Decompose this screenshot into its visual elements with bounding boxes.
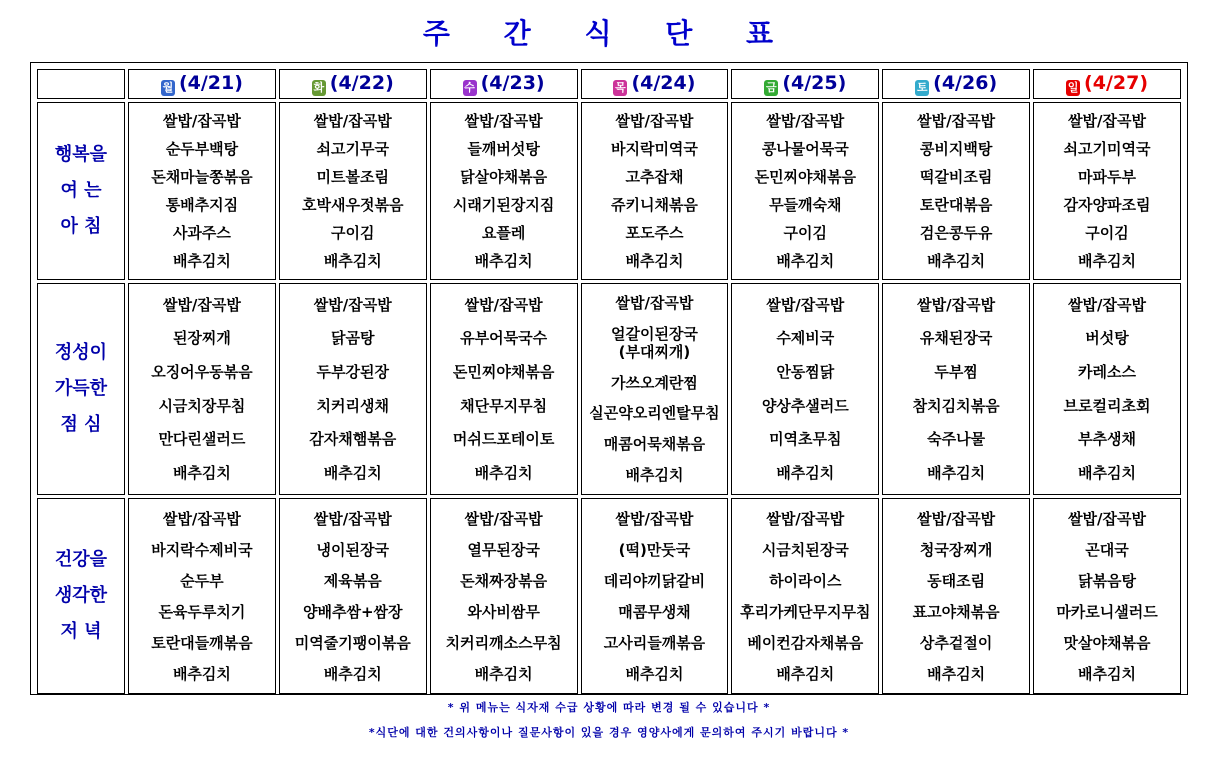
menu-item-list (280, 284, 426, 494)
page-title: 주 간 식 단 표 (422, 17, 796, 50)
menu-item: 두부강된장 (316, 363, 389, 382)
menu-cell (731, 498, 879, 694)
menu-item: 된장찌개 (172, 329, 231, 348)
menu-table-frame (30, 62, 1188, 695)
menu-item: 머쉬드포테이토 (452, 430, 555, 449)
menu-item: 배추김치 (927, 464, 986, 483)
day-icon: 토 (916, 81, 928, 94)
menu-item: 쌀밥/잡곡밥 (162, 112, 241, 130)
menu-item: 쌀밥/잡곡밥 (313, 509, 392, 528)
menu-item: 요플레 (481, 224, 526, 242)
menu-item: 쌀밥/잡곡밥 (1068, 112, 1146, 130)
menu-cell (1033, 102, 1181, 280)
header-row (37, 69, 1181, 99)
meal-label-cell (37, 283, 125, 495)
menu-item: 쇠고기무국 (316, 140, 389, 158)
menu-item: 배추김치 (776, 252, 835, 270)
menu-item: 배추김치 (474, 664, 533, 683)
menu-item: 배추김치 (776, 464, 835, 483)
menu-item: 미역줄기팽이볶음 (294, 633, 411, 652)
menu-item: 쌀밥/잡곡밥 (917, 509, 996, 528)
menu-item-list (431, 103, 577, 279)
meal-row (37, 283, 1181, 495)
menu-item-list (280, 499, 426, 693)
day-date: (4/26) (933, 72, 998, 94)
menu-cell (279, 102, 427, 280)
menu-item: 바지락수제비국 (151, 540, 253, 559)
menu-cell (731, 283, 879, 495)
menu-item: 배추김치 (323, 464, 382, 483)
menu-item: 하이라이스 (769, 571, 842, 590)
menu-item: 감자양파조림 (1063, 196, 1151, 214)
menu-item: 돈채마늘쫑볶음 (151, 168, 253, 186)
menu-item: 배추김치 (625, 465, 684, 484)
menu-item: 고사리들깨볶음 (603, 633, 706, 652)
menu-item: 양배추쌈+쌈장 (303, 602, 403, 621)
day-date: (4/27) (1084, 72, 1149, 94)
menu-item: 쌀밥/잡곡밥 (615, 509, 694, 528)
menu-item: 호박새우젓볶음 (302, 196, 404, 214)
menu-item: 바지락미역국 (610, 140, 698, 158)
menu-item: 유채된장국 (919, 329, 993, 348)
menu-item: 수제비국 (776, 329, 835, 348)
menu-item-list (883, 499, 1029, 693)
menu-item: 구이김 (783, 224, 828, 242)
menu-item: 배추김치 (625, 252, 684, 270)
menu-cell (430, 102, 578, 280)
menu-item: 쌀밥/잡곡밥 (464, 295, 543, 314)
menu-cell (581, 102, 729, 280)
menu-item: 쌀밥/잡곡밥 (313, 112, 392, 130)
menu-item: 배추김치 (776, 664, 835, 683)
menu-item: 사과주스 (172, 224, 231, 242)
menu-item: 쌀밥/잡곡밥 (615, 112, 694, 130)
menu-item-list (1034, 499, 1180, 693)
menu-item: 쌀밥/잡곡밥 (1068, 509, 1146, 528)
menu-item: 검은콩두유 (919, 224, 993, 242)
menu-item: 미트볼조림 (316, 168, 389, 186)
menu-item: 실곤약오리엔탈무침 (589, 404, 720, 423)
meal-label-line: 아 침 (60, 216, 102, 237)
footnote-contact-notice: *식단에 대한 건의사항이나 질문사항이 있을 경우 영양사에게 문의하여 주시기 바랍니다 * (368, 726, 850, 739)
menu-item: 채단무지무침 (460, 396, 548, 415)
menu-cell (128, 102, 276, 280)
menu-item: 쥬키니채볶음 (610, 196, 698, 214)
menu-item: 와사비쌈무 (467, 602, 540, 621)
menu-item-list (732, 284, 878, 494)
weekly-menu-table (34, 66, 1184, 697)
menu-item: 돈민찌야채볶음 (754, 168, 857, 186)
menu-item: 카레소스 (1078, 363, 1137, 382)
menu-item: 배추김치 (1078, 252, 1137, 270)
meal-label-line: 저 녁 (60, 621, 102, 642)
menu-cell (882, 498, 1030, 694)
menu-item: 콩나물어묵국 (761, 140, 849, 158)
menu-item: 시금치장무침 (158, 396, 246, 415)
menu-cell (1033, 283, 1181, 495)
menu-item: 제육볶음 (323, 571, 382, 590)
day-header-fri (731, 69, 879, 99)
menu-cell (279, 283, 427, 495)
menu-item: 포도주스 (625, 224, 684, 242)
menu-item: 떡갈비조림 (919, 168, 993, 186)
menu-item: 가쓰오계란찜 (610, 373, 698, 392)
menu-item: 배추김치 (172, 664, 231, 683)
menu-item: 데리야끼닭갈비 (603, 571, 706, 590)
menu-item: 쌀밥/잡곡밥 (917, 112, 996, 130)
menu-item: 브로컬리초회 (1063, 396, 1151, 415)
day-icon: 금 (765, 81, 777, 94)
footnote-change-notice: * 위 메뉴는 식자재 수급 상황에 따라 변경 될 수 있습니다 * (447, 701, 771, 714)
menu-item: 닭볶음탕 (1078, 571, 1137, 590)
menu-item: 배추김치 (172, 464, 231, 483)
menu-item: (떡)만둣국 (618, 540, 691, 559)
meal-label-line: 정성이 (54, 342, 108, 363)
menu-item: 얼갈이된장국 (부대찌개) (610, 324, 698, 361)
menu-item: 구이김 (331, 224, 375, 242)
menu-item: 고추잡채 (625, 168, 684, 186)
menu-item: 매콤어묵채볶음 (603, 434, 706, 453)
menu-item-list (582, 499, 728, 693)
menu-item: 닭살야채볶음 (460, 168, 548, 186)
menu-item: 시래기된장지짐 (452, 196, 555, 214)
day-header-thu (581, 69, 729, 99)
meal-label-line: 건강을 (54, 549, 108, 570)
menu-item: 매콤무생채 (618, 602, 691, 621)
menu-item: 치커리생채 (316, 396, 389, 415)
menu-item-list (431, 284, 577, 494)
menu-item: 참치김치볶음 (912, 396, 1000, 415)
menu-item: 순두부백탕 (165, 140, 239, 158)
day-icon: 수 (464, 81, 475, 94)
menu-item: 쌀밥/잡곡밥 (313, 295, 392, 314)
day-icon: 목 (615, 81, 626, 94)
menu-item-list (280, 103, 426, 279)
corner-cell (37, 69, 125, 99)
menu-item: 상추겉절이 (919, 633, 993, 652)
menu-item: 마카로니샐러드 (1056, 602, 1158, 621)
menu-item: 곤대국 (1085, 540, 1129, 559)
meal-label-line: 생각한 (54, 585, 108, 606)
meal-row (37, 102, 1181, 280)
menu-cell (581, 283, 729, 495)
menu-item-list (732, 499, 878, 693)
menu-item: 배추김치 (927, 664, 986, 683)
day-date: (4/22) (329, 72, 394, 94)
menu-item: 베이컨감자채볶음 (747, 633, 864, 652)
menu-item: 맛살야채볶음 (1063, 633, 1151, 652)
menu-item-list (582, 103, 728, 279)
menu-item: 열무된장국 (467, 540, 540, 559)
menu-item: 마파두부 (1078, 168, 1137, 186)
menu-item: 배추김치 (323, 252, 382, 270)
menu-item: 쌀밥/잡곡밥 (766, 112, 845, 130)
day-icon: 월 (162, 81, 174, 94)
menu-cell (1033, 498, 1181, 694)
day-header-sat (882, 69, 1030, 99)
day-date: (4/24) (631, 72, 696, 94)
menu-item: 쌀밥/잡곡밥 (1068, 295, 1146, 314)
menu-cell (882, 102, 1030, 280)
menu-item: 숙주나물 (927, 430, 986, 449)
menu-item: 돈민찌야채볶음 (452, 363, 555, 382)
menu-item: 쌀밥/잡곡밥 (464, 112, 543, 130)
menu-item: 쌀밥/잡곡밥 (464, 509, 543, 528)
meal-row (37, 498, 1181, 694)
menu-item: 만다린샐러드 (158, 430, 246, 449)
menu-item: 배추김치 (1078, 464, 1137, 483)
menu-item: 쌀밥/잡곡밥 (162, 509, 241, 528)
menu-cell (731, 102, 879, 280)
menu-item: 오징어우동볶음 (151, 363, 253, 382)
menu-item: 배추김치 (172, 252, 231, 270)
menu-item: 닭곰탕 (331, 329, 375, 348)
menu-item: 쌀밥/잡곡밥 (917, 295, 996, 314)
menu-cell (128, 498, 276, 694)
menu-item-list (129, 499, 275, 693)
meal-label-line: 점 심 (60, 414, 102, 435)
day-header-sun (1033, 69, 1181, 99)
day-header-mon (128, 69, 276, 99)
menu-item-list (431, 499, 577, 693)
menu-item: 쌀밥/잡곡밥 (766, 509, 845, 528)
menu-item: 순두부 (180, 571, 224, 590)
menu-item: 배추김치 (474, 252, 533, 270)
menu-item-list (129, 284, 275, 494)
menu-item: 감자채햄볶음 (309, 430, 397, 449)
menu-cell (128, 283, 276, 495)
menu-item-list (129, 103, 275, 279)
menu-item: 버섯탕 (1085, 329, 1129, 348)
menu-item: 치커리깨소스무침 (445, 633, 562, 652)
day-header-tue (279, 69, 427, 99)
menu-item: 쌀밥/잡곡밥 (615, 294, 694, 313)
meal-label-cell (37, 498, 125, 694)
menu-item: 토란대들깨볶음 (151, 633, 253, 652)
menu-item-list (883, 103, 1029, 279)
menu-item: 돈육두루치기 (158, 602, 246, 621)
meal-label-cell (37, 102, 125, 280)
menu-cell (882, 283, 1030, 495)
menu-item: 부추생채 (1078, 430, 1137, 449)
day-date: (4/23) (480, 72, 545, 94)
menu-item: 청국장찌개 (919, 540, 993, 559)
day-icon: 화 (313, 81, 325, 94)
menu-item: 쇠고기미역국 (1063, 140, 1151, 158)
menu-item: 배추김치 (474, 464, 533, 483)
menu-item: 쌀밥/잡곡밥 (162, 295, 241, 314)
menu-item-list (1034, 103, 1180, 279)
meal-label-line: 가득한 (54, 378, 108, 399)
menu-item: 양상추샐러드 (761, 396, 849, 415)
day-date: (4/21) (178, 72, 243, 94)
menu-item: 콩비지백탕 (919, 140, 993, 158)
menu-item: 동태조림 (927, 571, 986, 590)
day-icon: 일 (1067, 81, 1079, 94)
menu-item: 시금치된장국 (761, 540, 849, 559)
menu-item: 무들깨숙채 (769, 196, 842, 214)
menu-item-list (883, 284, 1029, 494)
menu-cell (279, 498, 427, 694)
menu-item: 배추김치 (323, 664, 382, 683)
menu-item: 안동찜닭 (776, 363, 835, 382)
menu-item: 배추김치 (625, 664, 684, 683)
meal-label-line: 행복을 (54, 144, 108, 165)
menu-item: 후리가케단무지무침 (740, 602, 871, 621)
menu-item: 쌀밥/잡곡밥 (766, 295, 845, 314)
menu-item: 토란대볶음 (919, 196, 993, 214)
meal-label-line: 여 는 (60, 180, 102, 201)
menu-item: 통배추지짐 (165, 196, 239, 214)
menu-item: 냉이된장국 (316, 540, 389, 559)
day-header-wed (430, 69, 578, 99)
menu-item: 두부찜 (934, 363, 978, 382)
day-date: (4/25) (782, 72, 847, 94)
menu-item-list (582, 284, 728, 494)
menu-item: 배추김치 (927, 252, 986, 270)
menu-item: 돈채짜장볶음 (460, 571, 548, 590)
menu-item-list (732, 103, 878, 279)
menu-item: 유부어묵국수 (460, 329, 548, 348)
menu-item-list (1034, 284, 1180, 494)
menu-cell (430, 498, 578, 694)
menu-item: 배추김치 (1078, 664, 1137, 683)
menu-item: 들깨버섯탕 (467, 140, 540, 158)
menu-item: 구이김 (1085, 224, 1129, 242)
menu-cell (581, 498, 729, 694)
menu-item: 미역초무침 (769, 430, 842, 449)
menu-item: 표고야채볶음 (912, 602, 1000, 621)
menu-cell (430, 283, 578, 495)
